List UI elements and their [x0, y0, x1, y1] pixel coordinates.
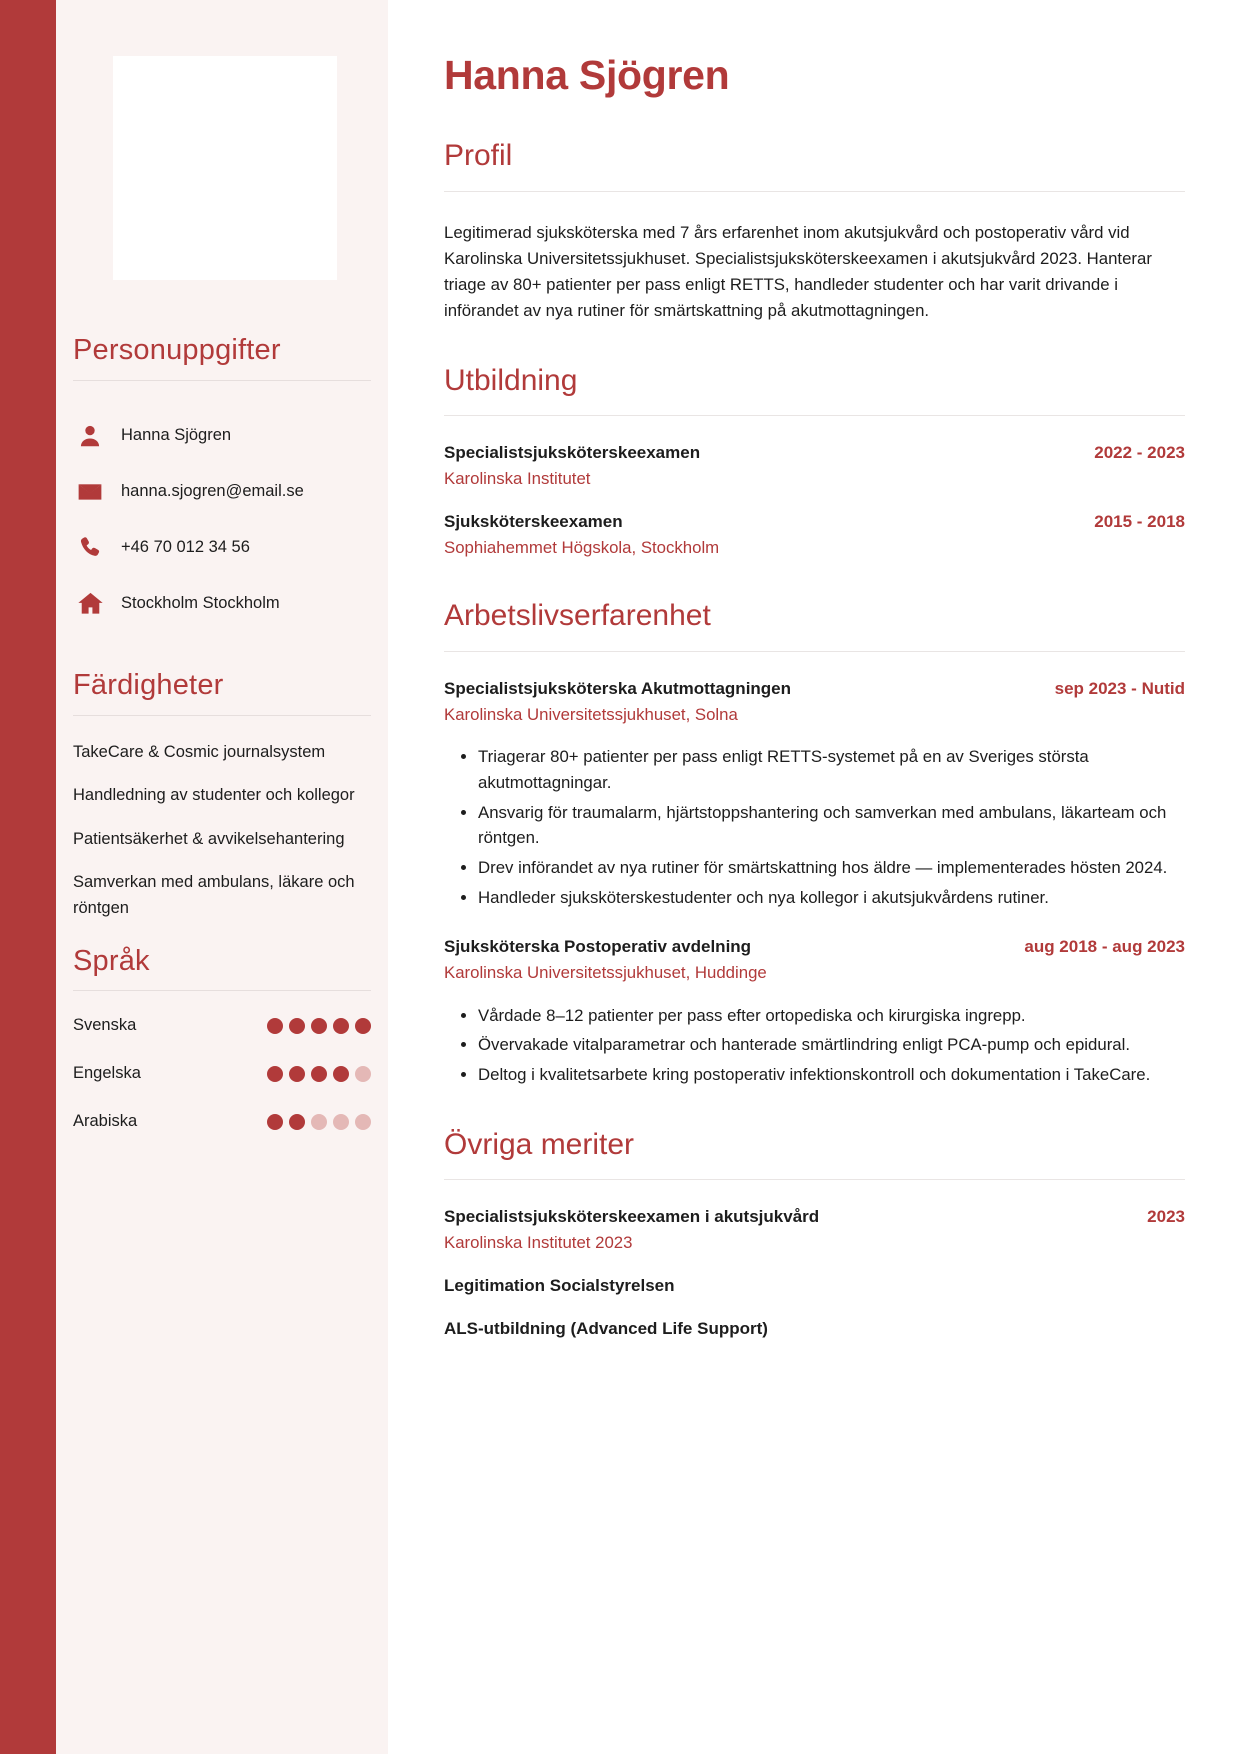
- home-icon: [73, 590, 107, 617]
- divider: [73, 380, 371, 381]
- language-name: Arabiska: [73, 1112, 138, 1131]
- rating-dot: [333, 1114, 349, 1130]
- list-item: • Triagerar 80+ patienter per pass enligt RETTS-systemet på en av Sveriges största akutmottagningar.: [478, 744, 1185, 795]
- main-column: [388, 0, 1241, 1754]
- section-profile: [444, 139, 1185, 324]
- entry-date: sep 2023 - Nutid: [1054, 678, 1185, 698]
- contact-row-email: [73, 464, 388, 520]
- rating-dot: [289, 1066, 305, 1082]
- sidebar-section-skills: [56, 670, 388, 922]
- language-name: Svenska: [73, 1016, 137, 1035]
- other-merits-heading: Övriga meriter: [444, 1127, 635, 1161]
- education-entry: [444, 511, 1185, 559]
- list-item: • Drev införandet av nya rutiner för smärtskattning hos äldre — implementerades hösten 2024.: [478, 855, 1185, 881]
- experience-heading: Arbetslivserfarenhet: [444, 599, 711, 633]
- list-item: • Vårdade 8–12 patienter per pass efter ortopediska och kirurgiska ingrepp.: [478, 1003, 1185, 1029]
- merit-entry: [444, 1275, 1185, 1298]
- entry-date: 2022 - 2023: [1094, 443, 1185, 463]
- entry-date: 2023: [1147, 1207, 1185, 1227]
- section-education: [444, 364, 1185, 559]
- divider: [444, 1179, 1185, 1180]
- entry-date: aug 2018 - aug 2023: [1024, 937, 1185, 957]
- experience-entry: [444, 936, 1185, 1088]
- profile-photo: [113, 56, 337, 280]
- page-title: Hanna Sjögren: [444, 52, 730, 98]
- skills-heading: Färdigheter: [73, 668, 224, 701]
- contact-value-phone[interactable]: +46 70 012 34 56: [121, 537, 250, 556]
- rating-dot: [289, 1018, 305, 1034]
- phone-icon: [73, 535, 107, 561]
- rating-dot: [355, 1018, 371, 1034]
- sidebar-section-personal: [56, 335, 388, 632]
- contact-row-name: [73, 408, 388, 464]
- rating-dot: [355, 1066, 371, 1082]
- languages-heading: Språk: [73, 944, 150, 977]
- rating-dot: [267, 1018, 283, 1034]
- contact-row-phone: [73, 520, 388, 576]
- language-rating: [267, 1018, 371, 1034]
- contact-value-location: Stockholm Stockholm: [121, 593, 280, 612]
- sidebar: [56, 0, 388, 1754]
- accent-stripe: [0, 0, 56, 1754]
- entry-date: 2015 - 2018: [1094, 511, 1185, 531]
- rating-dot: [355, 1114, 371, 1130]
- experience-entry: [444, 678, 1185, 911]
- contact-list: [56, 408, 388, 632]
- entry-header: [444, 1206, 1185, 1229]
- merit-entry: [444, 1206, 1185, 1254]
- merit-entry: [444, 1318, 1185, 1341]
- entry-title: Specialistsjuksköterskeexamen i akutsjukvård: [444, 1207, 820, 1227]
- section-other-merits: [444, 1128, 1185, 1341]
- list-item: • Handleder sjuksköterskestudenter och nya kollegor i akutsjukvårdens rutiner.: [478, 885, 1185, 911]
- entry-title: ALS-utbildning (Advanced Life Support): [444, 1318, 768, 1338]
- contact-value-email[interactable]: hanna.sjogren@email.se: [121, 481, 304, 500]
- entry-organization: Karolinska Universitetssjukhuset, Solna: [444, 704, 738, 724]
- education-heading: Utbildning: [444, 363, 578, 397]
- contact-row-location: [73, 576, 388, 632]
- list-item: • Övervakade vitalparametrar och hanterade smärtlindring enligt PCA-pump och epidural.: [478, 1032, 1185, 1058]
- rating-dot: [289, 1114, 305, 1130]
- entry-bullets: [444, 744, 1185, 910]
- skill-list: [56, 740, 388, 922]
- entry-title: Legitimation Socialstyrelsen: [444, 1275, 675, 1295]
- language-list: [56, 1016, 388, 1131]
- entry-header: [444, 936, 1185, 959]
- entry-organization: Sophiahemmet Högskola, Stockholm: [444, 537, 720, 557]
- section-experience: [444, 599, 1185, 1088]
- entry-title: Sjuksköterska Postoperativ avdelning: [444, 937, 752, 957]
- entry-organization: Karolinska Universitetssjukhuset, Huddinge: [444, 963, 767, 983]
- person-icon: [73, 423, 107, 449]
- contact-value-name: Hanna Sjögren: [121, 425, 232, 444]
- divider: [444, 651, 1185, 652]
- list-item: • Deltog i kvalitetsarbete kring postoperativ infektionskontroll och dokumentation i TakeCare.: [478, 1062, 1185, 1088]
- entry-header: [444, 511, 1185, 534]
- language-rating: [267, 1114, 371, 1130]
- entry-title: Specialistsjuksköterska Akutmottagningen: [444, 678, 792, 698]
- entry-bullets: [444, 1003, 1185, 1088]
- language-row: [73, 1064, 371, 1083]
- rating-dot: [311, 1066, 327, 1082]
- profile-heading: Profil: [444, 139, 513, 173]
- list-item: Handledning av studenter och kollegor: [73, 786, 355, 805]
- entry-header: [444, 442, 1185, 465]
- entry-organization: Karolinska Institutet: [444, 469, 591, 489]
- entry-title: Specialistsjuksköterskeexamen: [444, 443, 701, 463]
- list-item: Samverkan med ambulans, läkare och röntgen: [73, 873, 355, 918]
- rating-dot: [333, 1066, 349, 1082]
- rating-dot: [267, 1114, 283, 1130]
- language-row: [73, 1112, 371, 1131]
- list-item: • Ansvarig för traumalarm, hjärtstoppshantering och samverkan med ambulans, läkarteam och röntgen.: [478, 800, 1185, 851]
- language-name: Engelska: [73, 1064, 141, 1083]
- entry-organization: Karolinska Institutet 2023: [444, 1233, 633, 1253]
- personal-heading: Personuppgifter: [73, 334, 281, 366]
- rating-dot: [267, 1066, 283, 1082]
- list-item: TakeCare & Cosmic journalsystem: [73, 742, 326, 761]
- entry-header: [444, 678, 1185, 701]
- rating-dot: [311, 1114, 327, 1130]
- language-row: [73, 1016, 371, 1035]
- divider: [444, 191, 1185, 192]
- envelope-icon: [73, 479, 107, 505]
- profile-text: Legitimerad sjuksköterska med 7 års erfarenhet inom akutsjukvård och postoperativ vård vid Karolinska Universitetssjukhuset. Specialistsjuksköterskeexamen i akutsjukvård 2023. Hanterar triage av 80+ patienter per pass enligt RETTS, handleder studenter och har varit drivande i införandet av nya rutiner för smärtskattning på akutmottagningen.: [444, 222, 1152, 320]
- education-entry: [444, 442, 1185, 490]
- rating-dot: [333, 1018, 349, 1034]
- rating-dot: [311, 1018, 327, 1034]
- entry-title: Sjuksköterskeexamen: [444, 511, 623, 531]
- divider: [73, 990, 371, 991]
- divider: [444, 415, 1185, 416]
- sidebar-section-languages: [56, 946, 388, 1132]
- list-item: Patientsäkerhet & avvikelsehantering: [73, 829, 345, 848]
- language-rating: [267, 1066, 371, 1082]
- divider: [73, 715, 371, 716]
